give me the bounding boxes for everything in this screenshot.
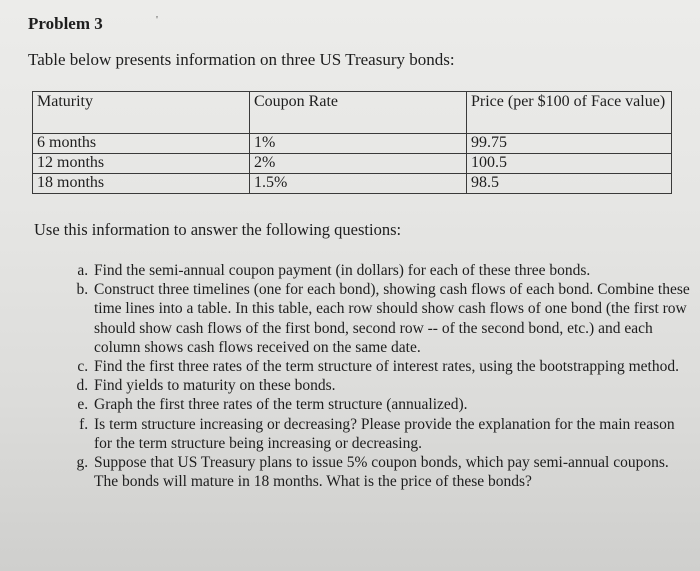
stray-mark: ' — [156, 14, 158, 26]
cell-maturity: 18 months — [33, 174, 250, 194]
question-item-d: d. Find yields to maturity on these bonds. — [92, 376, 692, 395]
cell-coupon-rate: 1.5% — [250, 174, 467, 194]
table-row — [33, 134, 672, 154]
question-item-f: f. Is term structure increasing or decreasing? Please provide the explanation for the main reason for the term structure being increasing or decreasing. — [92, 415, 692, 453]
header-maturity: Maturity — [33, 92, 250, 134]
question-item-c: c. Find the first three rates of the term structure of interest rates, using the bootstrapping method. — [92, 357, 692, 376]
header-price: Price (per $100 of Face value) — [467, 92, 672, 134]
cell-coupon-rate: 2% — [250, 154, 467, 174]
table-intro-text: Table below presents information on three US Treasury bonds: — [28, 50, 455, 69]
question-item-e: e. Graph the first three rates of the term structure (annualized). — [92, 395, 692, 414]
cell-coupon-rate: 1% — [250, 134, 467, 154]
question-item-b: b. Construct three timelines (one for each bond), showing cash flows of each bond. Combine these time lines into a table. In this table, each row should show cash flows of one bond (the first row should show cash flows of the first bond, second row -- of the second bond, etc.) and each column shows cash flows received on the same date. — [92, 280, 692, 357]
header-coupon-rate: Coupon Rate — [250, 92, 467, 134]
table-header-row — [33, 92, 672, 134]
cell-maturity: 12 months — [33, 154, 250, 174]
treasury-bonds-table — [32, 91, 672, 194]
table-row — [33, 154, 672, 174]
question-item-a: a. Find the semi-annual coupon payment (in dollars) for each of these three bonds. — [92, 261, 692, 280]
problem-title: Problem 3 — [28, 14, 103, 33]
question-item-g: g. Suppose that US Treasury plans to issue 5% coupon bonds, which pay semi-annual coupons. The bonds will mature in 18 months. What is the price of these bonds? — [92, 453, 692, 491]
cell-maturity: 6 months — [33, 134, 250, 154]
table-row — [33, 174, 672, 194]
cell-price: 100.5 — [467, 154, 672, 174]
cell-price: 99.75 — [467, 134, 672, 154]
questions-intro-text: Use this information to answer the following questions: — [34, 220, 402, 239]
questions-list — [64, 261, 692, 491]
cell-price: 98.5 — [467, 174, 672, 194]
